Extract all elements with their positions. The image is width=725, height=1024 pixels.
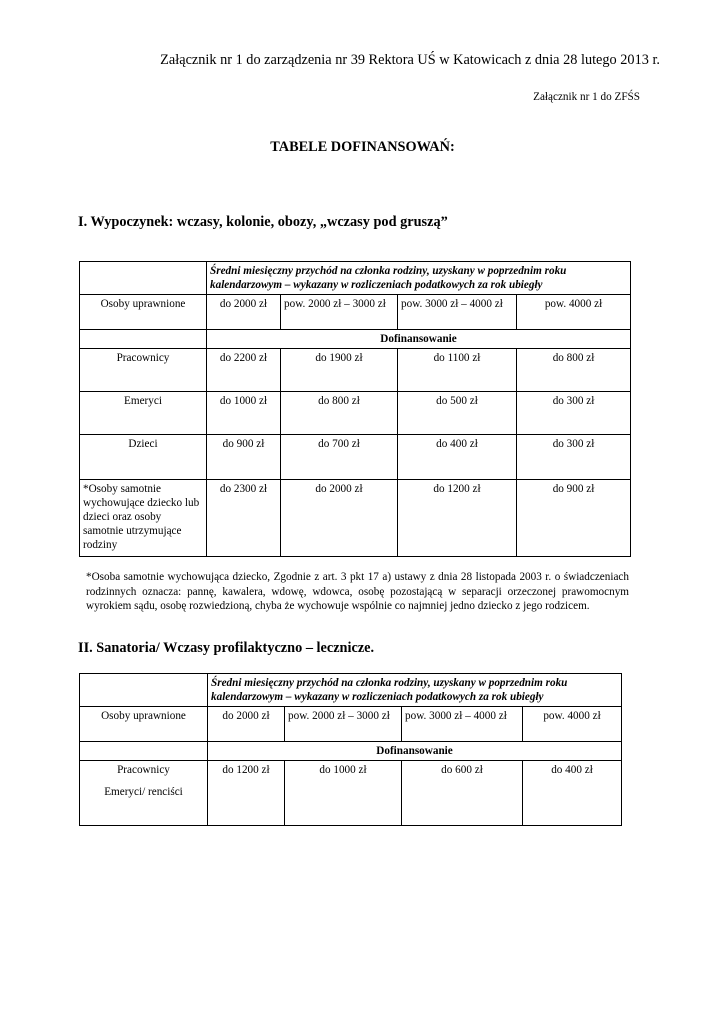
empty-cell [80,674,208,707]
section-1-heading: I. Wypoczynek: wczasy, kolonie, obozy, „wczasy pod gruszą” [78,214,448,230]
empty-cell [80,330,207,349]
table-row [80,742,622,761]
value-cell: do 800 zł [281,392,398,435]
value-cell: do 2000 zł [281,480,398,557]
value-cell: do 300 zł [517,435,631,480]
value-cell: do 1200 zł [398,480,517,557]
value-cell: do 900 zł [517,480,631,557]
row-label: Dzieci [80,435,207,480]
bracket-cell: pow. 2000 zł – 3000 zł [281,295,398,330]
row-label [80,761,208,826]
table-row [80,262,631,295]
value-cell: do 800 zł [517,349,631,392]
bracket-cell: pow. 2000 zł – 3000 zł [285,707,402,742]
table-row [80,761,622,826]
table-row [80,295,631,330]
table-row [80,392,631,435]
row-label: *Osoby samotnie wychowujące dziecko lub dzieci oraz osoby samotnie utrzymujące rodziny [80,480,207,557]
value-cell: do 300 zł [517,392,631,435]
footnote: *Osoba samotnie wychowująca dziecko, Zgodnie z art. 3 pkt 17 a) ustawy z dnia 28 listopada 2003 r. o świadczeniach rodzinnych oznacza: pannę, kawalera, wdowę, wdowca, osobę pozostającą w separacji orzeczonej prawomocnym wyrokiem sądu, osobę rozwiedzioną, chyba że wychowuje wspólnie co najmniej jedno dziecko z jego rodzicem. [86,571,629,612]
funding-label: Dofinansowanie [208,742,622,761]
income-header: Średni miesięczny przychód na członka rodziny, uzyskany w poprzednim roku kalendarzowym – wykazany w rozliczeniach podatkowych za rok ubiegły [208,674,622,707]
table-row [80,330,631,349]
value-cell: do 600 zł [402,761,523,826]
value-cell: do 1000 zł [285,761,402,826]
bracket-cell: do 2000 zł [207,295,281,330]
bracket-cell: pow. 3000 zł – 4000 zł [398,295,517,330]
value-cell: do 1200 zł [208,761,285,826]
value-cell: do 1900 zł [281,349,398,392]
table-row [80,349,631,392]
row-label: Emeryci [80,392,207,435]
bracket-cell: pow. 4000 zł [517,295,631,330]
annex-header: Załącznik nr 1 do zarządzenia nr 39 Rektora UŚ w Katowicach z dnia 28 lutego 2013 r. [160,52,660,68]
bracket-cell: do 2000 zł [208,707,285,742]
value-cell: do 400 zł [523,761,622,826]
value-cell: do 700 zł [281,435,398,480]
value-cell: do 2200 zł [207,349,281,392]
annex-subheader: Załącznik nr 1 do ZFŚS [533,91,640,103]
section-2-heading: II. Sanatoria/ Wczasy profilaktyczno – lecznicze. [78,640,375,656]
income-header: Średni miesięczny przychód na członka rodziny, uzyskany w poprzednim roku kalendarzowym – wykazany w rozliczeniach podatkowych za rok ubiegły [207,262,631,295]
empty-cell [80,262,207,295]
bracket-cell: pow. 4000 zł [523,707,622,742]
table-row [80,674,622,707]
table-row [80,480,631,557]
table-recreation [79,261,631,557]
page-title: TABELE DOFINANSOWAŃ: [270,139,455,155]
row-label: Osoby uprawnione [80,707,208,742]
row-label: Pracownicy [80,349,207,392]
table-sanatoria [79,673,622,826]
value-cell: do 1000 zł [207,392,281,435]
row-label-employees: Pracownicy [117,764,170,776]
value-cell: do 1100 zł [398,349,517,392]
value-cell: do 2300 zł [207,480,281,557]
value-cell: do 400 zł [398,435,517,480]
funding-label: Dofinansowanie [207,330,631,349]
table-row [80,435,631,480]
empty-cell [80,742,208,761]
bracket-cell: pow. 3000 zł – 4000 zł [402,707,523,742]
row-label-retirees: Emeryci/ renciści [104,786,183,798]
value-cell: do 500 zł [398,392,517,435]
table-row [80,707,622,742]
value-cell: do 900 zł [207,435,281,480]
row-label: Osoby uprawnione [80,295,207,330]
